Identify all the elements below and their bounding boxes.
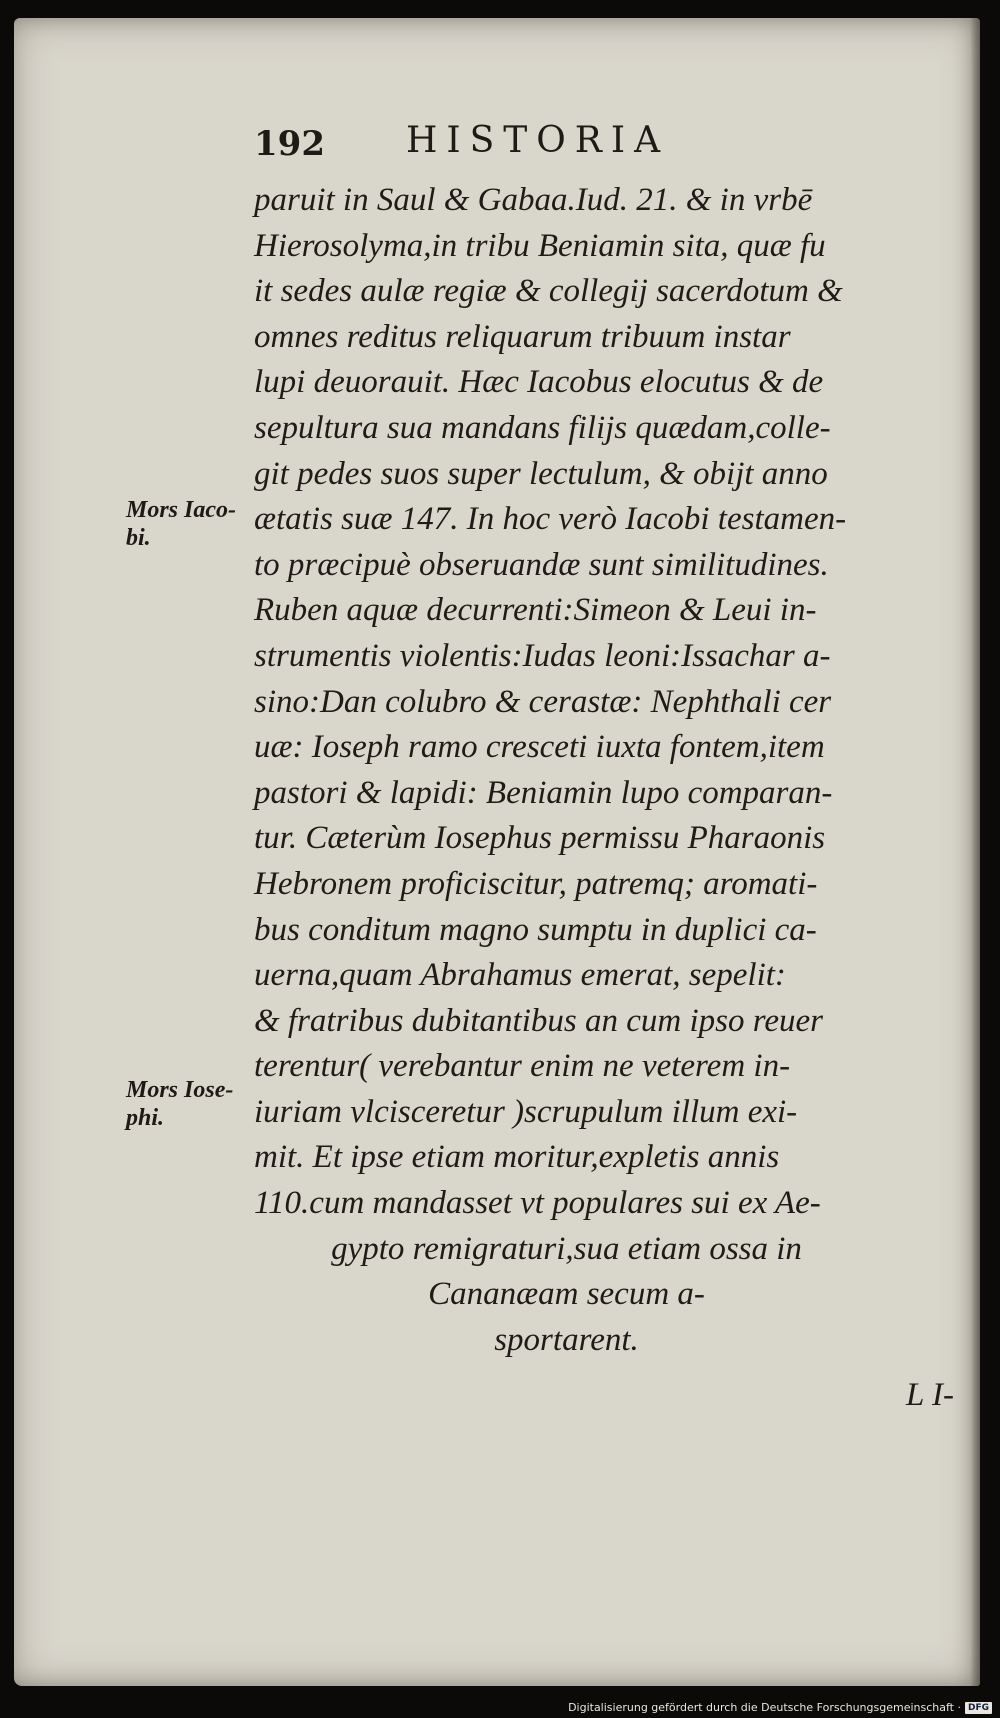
- body-text: [254, 178, 954, 1419]
- credit-text: Digitalisierung gefördert durch die Deutsche Forschungsgemeinschaft ·: [568, 1701, 961, 1714]
- text-line: it sedes aulæ regiæ & collegij sacerdotum &: [254, 273, 843, 310]
- text-line: pastori & lapidi: Beniamin lupo comparan-: [254, 774, 833, 811]
- margin-note-line: Mors Iose-: [126, 1077, 234, 1103]
- margin-note-line: Mors Iaco-: [126, 497, 237, 523]
- text-line: omnes reditus reliquarum tribuum instar: [254, 318, 791, 355]
- text-line: sportarent.: [494, 1321, 639, 1358]
- text-line: Ruben aquæ decurrenti:Simeon & Leui in-: [254, 592, 817, 629]
- page-edge-shadow: [970, 18, 980, 1686]
- text-line: bus conditum magno sumptu in duplici ca-: [254, 911, 817, 948]
- text-line: Hierosolyma,in tribu Beniamin sita, quæ fu: [254, 227, 826, 264]
- text-line: lupi deuorauit. Hæc Iacobus elocutus & de: [254, 364, 824, 401]
- book-page: [14, 18, 980, 1686]
- text-line: ætatis suæ 147. In hoc verò Iacobi testamen-: [254, 501, 847, 538]
- text-line: Cananæam secum a-: [428, 1276, 705, 1313]
- text-line: git pedes suos super lectulum, & obijt anno: [254, 455, 828, 492]
- margin-note-line: phi.: [126, 1105, 165, 1131]
- text-line: Hebronem proficiscitur, patremq; aromati-: [254, 865, 818, 902]
- text-line: to præcipuè obseruandæ sunt similitudines.: [254, 546, 829, 583]
- running-head: [254, 118, 774, 168]
- text-line: & fratribus dubitantibus an cum ipso reuer: [254, 1002, 823, 1039]
- margin-note-mors-iosephi: [126, 1076, 233, 1132]
- text-line: tur. Cæterùm Iosephus permissu Pharaonis: [254, 820, 826, 857]
- text-line: sepultura sua mandans filijs quædam,colle-: [254, 409, 831, 446]
- margin-note-mors-iacobi: [126, 496, 236, 552]
- text-line: mit. Et ipse etiam moritur,expletis annis: [254, 1139, 780, 1176]
- text-line: uæ: Ioseph ramo cresceti iuxta fontem,item: [254, 729, 825, 766]
- text-line: terentur( verebantur enim ne veterem in-: [254, 1048, 791, 1085]
- running-head-title: HISTORIA: [406, 120, 670, 161]
- digitization-credit: [568, 1701, 992, 1714]
- text-line: paruit in Saul & Gabaa.Iud. 21. & in vrbē: [254, 182, 813, 218]
- text-line: uerna,quam Abrahamus emerat, sepelit:: [254, 957, 786, 994]
- dfg-logo-icon: DFG: [965, 1702, 992, 1714]
- text-line: 110.cum mandasset vt populares sui ex Ae-: [254, 1185, 821, 1222]
- text-line: strumentis violentis:Iudas leoni:Issachar a-: [254, 637, 831, 674]
- text-line: iuriam vlcisceretur )scrupulum illum exi-: [254, 1093, 798, 1130]
- page-number: 192: [254, 124, 325, 164]
- text-line: sino:Dan colubro & cerastæ: Nephthali cer: [254, 683, 832, 720]
- catchword: L I-: [906, 1377, 954, 1414]
- text-line: gypto remigraturi,sua etiam ossa in: [331, 1230, 802, 1267]
- margin-note-line: bi.: [126, 525, 151, 551]
